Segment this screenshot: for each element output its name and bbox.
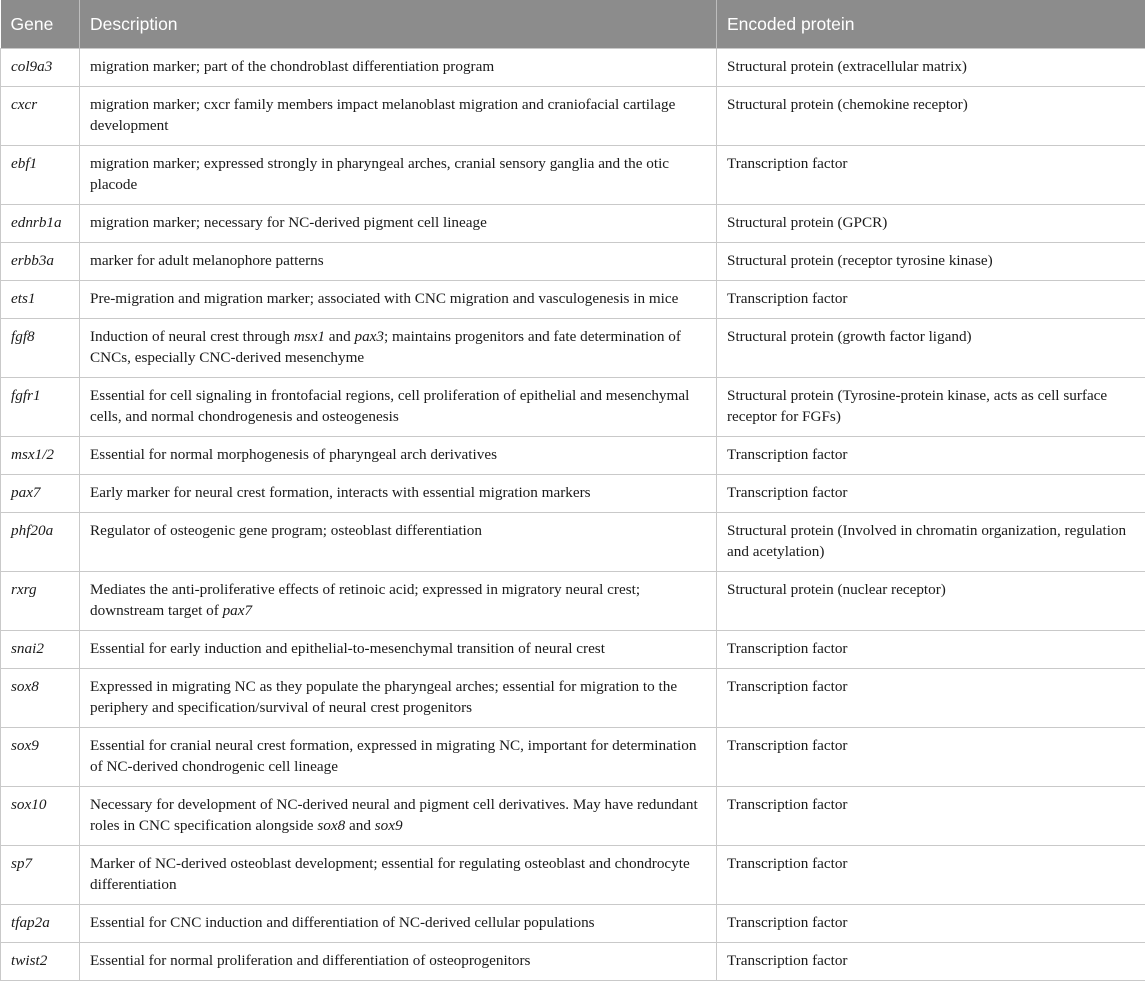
description-cell bbox=[80, 475, 717, 513]
encoded-protein-cell: Structural protein (Involved in chromatin organization, regulation and acetylation) bbox=[717, 513, 1145, 572]
description-cell bbox=[80, 281, 717, 319]
gene-cell: erbb3a bbox=[1, 243, 80, 281]
encoded-protein-cell: Transcription factor bbox=[717, 787, 1145, 846]
description-cell bbox=[80, 631, 717, 669]
table-row bbox=[1, 146, 1145, 205]
gene-cell: rxrg bbox=[1, 572, 80, 631]
gene-cell: snai2 bbox=[1, 631, 80, 669]
table-row bbox=[1, 49, 1145, 87]
gene-cell: sox9 bbox=[1, 728, 80, 787]
description-text: and bbox=[324, 328, 355, 345]
description-text: ; maintains progenitors and fate determination of CNCs, especially CNC-derived mesenchyme bbox=[90, 328, 681, 366]
header-encoded-protein: Encoded protein bbox=[717, 0, 1145, 49]
description-text: migration marker; part of the chondroblast differentiation program bbox=[90, 58, 495, 75]
encoded-protein-cell: Transcription factor bbox=[717, 669, 1145, 728]
description-text: Pre-migration and migration marker; associated with CNC migration and vasculogenesis in mice bbox=[90, 290, 679, 307]
description-cell bbox=[80, 319, 717, 378]
encoded-protein-cell: Structural protein (growth factor ligand) bbox=[717, 319, 1145, 378]
table-row bbox=[1, 943, 1145, 981]
gene-cell: pax7 bbox=[1, 475, 80, 513]
description-cell bbox=[80, 87, 717, 146]
description-text: Early marker for neural crest formation, interacts with essential migration markers bbox=[90, 484, 591, 501]
gene-cell: sox10 bbox=[1, 787, 80, 846]
description-cell bbox=[80, 437, 717, 475]
gene-reference: sox8 bbox=[317, 817, 346, 834]
description-cell bbox=[80, 787, 717, 846]
encoded-protein-cell: Transcription factor bbox=[717, 905, 1145, 943]
gene-cell: ednrb1a bbox=[1, 205, 80, 243]
description-text: migration marker; cxcr family members impact melanoblast migration and craniofacial cartilage development bbox=[90, 96, 676, 134]
description-text: Essential for cell signaling in frontofacial regions, cell proliferation of epithelial and mesenchymal cells, and normal chondrogenesis and osteogenesis bbox=[90, 387, 690, 425]
encoded-protein-cell: Transcription factor bbox=[717, 475, 1145, 513]
encoded-protein-cell: Transcription factor bbox=[717, 943, 1145, 981]
encoded-protein-cell: Structural protein (chemokine receptor) bbox=[717, 87, 1145, 146]
description-text: migration marker; expressed strongly in pharyngeal arches, cranial sensory ganglia and the otic placode bbox=[90, 155, 670, 193]
description-text: Essential for early induction and epithelial-to-mesenchymal transition of neural crest bbox=[90, 640, 605, 657]
table-row bbox=[1, 437, 1145, 475]
gene-cell: cxcr bbox=[1, 87, 80, 146]
description-text: Essential for CNC induction and differentiation of NC-derived cellular populations bbox=[90, 914, 595, 931]
gene-cell: sp7 bbox=[1, 846, 80, 905]
table-row bbox=[1, 243, 1145, 281]
gene-cell: twist2 bbox=[1, 943, 80, 981]
description-text: Expressed in migrating NC as they populate the pharyngeal arches; essential for migration to the periphery and specification/survival of neural crest progenitors bbox=[90, 678, 678, 716]
gene-cell: fgfr1 bbox=[1, 378, 80, 437]
table-row bbox=[1, 205, 1145, 243]
gene-cell: ets1 bbox=[1, 281, 80, 319]
description-text: marker for adult melanophore patterns bbox=[90, 252, 324, 269]
encoded-protein-cell: Transcription factor bbox=[717, 631, 1145, 669]
encoded-protein-cell: Transcription factor bbox=[717, 437, 1145, 475]
description-cell bbox=[80, 205, 717, 243]
description-cell bbox=[80, 49, 717, 87]
description-cell bbox=[80, 243, 717, 281]
table-row bbox=[1, 281, 1145, 319]
gene-reference: pax7 bbox=[222, 602, 253, 619]
table-row bbox=[1, 87, 1145, 146]
table-row bbox=[1, 572, 1145, 631]
encoded-protein-cell: Transcription factor bbox=[717, 146, 1145, 205]
gene-cell: ebf1 bbox=[1, 146, 80, 205]
gene-reference: msx1 bbox=[293, 328, 325, 345]
description-text: Marker of NC-derived osteoblast development; essential for regulating osteoblast and chondrocyte differentiation bbox=[90, 855, 690, 893]
table-row bbox=[1, 669, 1145, 728]
encoded-protein-cell: Structural protein (nuclear receptor) bbox=[717, 572, 1145, 631]
description-cell bbox=[80, 513, 717, 572]
gene-cell: fgf8 bbox=[1, 319, 80, 378]
description-text: Mediates the anti-proliferative effects of retinoic acid; expressed in migratory neural crest; downstream target of bbox=[90, 581, 641, 619]
description-cell bbox=[80, 728, 717, 787]
table-row bbox=[1, 319, 1145, 378]
description-cell bbox=[80, 846, 717, 905]
description-text: Essential for normal proliferation and differentiation of osteoprogenitors bbox=[90, 952, 531, 969]
description-cell bbox=[80, 905, 717, 943]
gene-reference: pax3 bbox=[354, 328, 384, 345]
header-gene: Gene bbox=[1, 0, 80, 49]
description-text: Essential for cranial neural crest formation, expressed in migrating NC, important for determination of NC-derived chondrogenic cell lineage bbox=[90, 737, 697, 775]
encoded-protein-cell: Transcription factor bbox=[717, 728, 1145, 787]
description-cell bbox=[80, 572, 717, 631]
description-text: migration marker; necessary for NC-derived pigment cell lineage bbox=[90, 214, 487, 231]
encoded-protein-cell: Structural protein (GPCR) bbox=[717, 205, 1145, 243]
table-row bbox=[1, 728, 1145, 787]
description-text: Regulator of osteogenic gene program; osteoblast differentiation bbox=[90, 522, 482, 539]
gene-cell: msx1/2 bbox=[1, 437, 80, 475]
table-header-row bbox=[1, 0, 1145, 49]
gene-reference: sox9 bbox=[374, 817, 403, 834]
description-cell bbox=[80, 943, 717, 981]
description-text: Essential for normal morphogenesis of pharyngeal arch derivatives bbox=[90, 446, 497, 463]
gene-cell: sox8 bbox=[1, 669, 80, 728]
encoded-protein-cell: Transcription factor bbox=[717, 281, 1145, 319]
description-text: Induction of neural crest through bbox=[90, 328, 294, 345]
gene-cell: tfap2a bbox=[1, 905, 80, 943]
table-body bbox=[1, 49, 1145, 981]
gene-cell: col9a3 bbox=[1, 49, 80, 87]
encoded-protein-cell: Structural protein (receptor tyrosine kinase) bbox=[717, 243, 1145, 281]
header-description: Description bbox=[80, 0, 717, 49]
table-row bbox=[1, 475, 1145, 513]
description-cell bbox=[80, 669, 717, 728]
table-row bbox=[1, 846, 1145, 905]
table-row bbox=[1, 905, 1145, 943]
description-text: and bbox=[345, 817, 375, 834]
table-row bbox=[1, 513, 1145, 572]
table-row bbox=[1, 787, 1145, 846]
description-cell bbox=[80, 146, 717, 205]
encoded-protein-cell: Transcription factor bbox=[717, 846, 1145, 905]
encoded-protein-cell: Structural protein (extracellular matrix) bbox=[717, 49, 1145, 87]
gene-cell: phf20a bbox=[1, 513, 80, 572]
encoded-protein-cell: Structural protein (Tyrosine-protein kinase, acts as cell surface receptor for FGFs) bbox=[717, 378, 1145, 437]
description-cell bbox=[80, 378, 717, 437]
table-row bbox=[1, 631, 1145, 669]
description-text: Necessary for development of NC-derived neural and pigment cell derivatives. May have redundant roles in CNC specification alongside bbox=[90, 796, 698, 834]
table-row bbox=[1, 378, 1145, 437]
